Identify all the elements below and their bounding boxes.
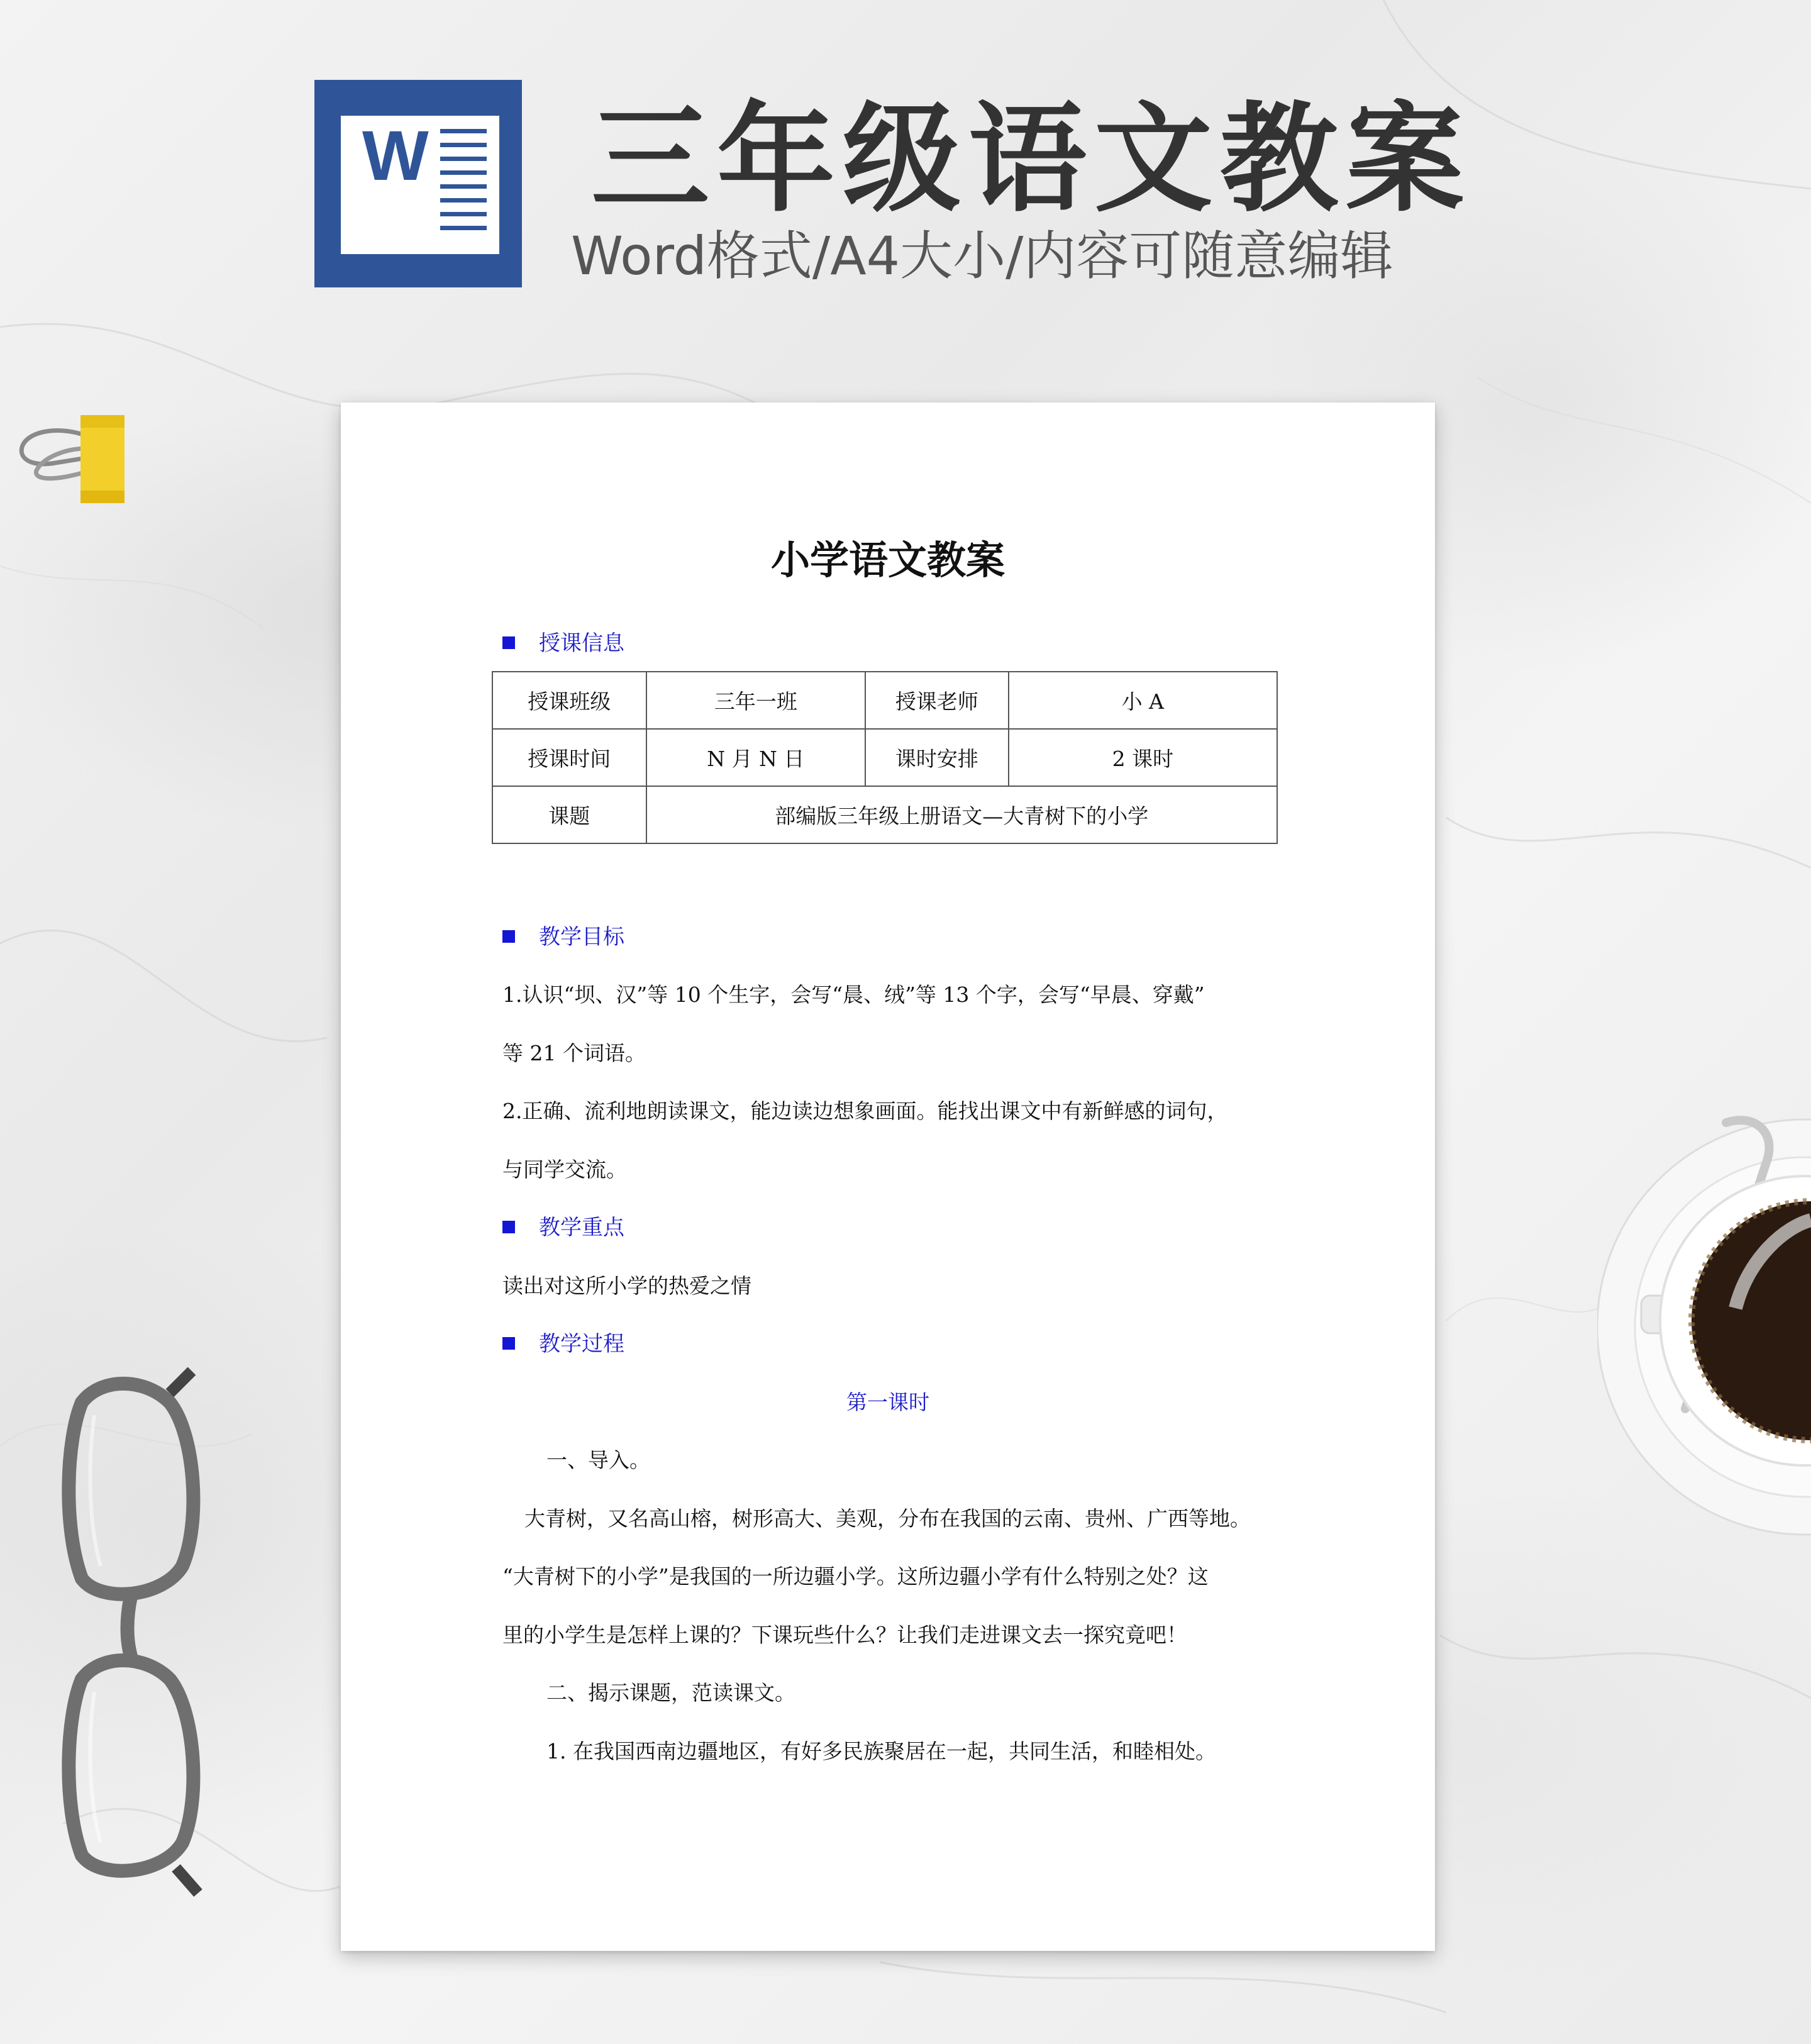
word-logo-line xyxy=(440,157,487,161)
table-row xyxy=(492,672,1277,729)
word-logo-line xyxy=(440,170,487,175)
table-cell: 2 课时 xyxy=(1009,729,1277,786)
goals-line: 等 21 个词语。 xyxy=(502,1041,646,1065)
table-cell: 三年一班 xyxy=(646,672,865,729)
table-row xyxy=(492,729,1277,786)
table-cell: 授课班级 xyxy=(492,672,646,729)
goals-line: 与同学交流。 xyxy=(502,1157,627,1182)
page-title: 三年级语文教案 xyxy=(591,91,1471,228)
table-cell: 课时安排 xyxy=(865,729,1009,786)
process-line: 二、揭示课题，范读课文。 xyxy=(546,1680,795,1705)
table-cell: 部编版三年级上册语文—大青树下的小学 xyxy=(646,786,1277,843)
word-logo-line xyxy=(440,184,487,189)
section-heading-label: 授课信息 xyxy=(539,631,624,656)
word-logo-letter: W xyxy=(362,116,429,195)
table-cell: 授课时间 xyxy=(492,729,646,786)
word-logo-line xyxy=(440,212,487,216)
square-bullet-icon xyxy=(502,930,515,943)
process-line: 里的小学生是怎样上课的？下课玩些什么？让我们走进课文去一探究竟吧！ xyxy=(502,1623,1187,1647)
square-bullet-icon xyxy=(502,1221,515,1233)
lesson-heading: 第一课时 xyxy=(846,1390,929,1414)
process-line: “大青树下的小学”是我国的一所边疆小学。这所边疆小学有什么特别之处？这 xyxy=(502,1564,1209,1589)
section-heading-goals xyxy=(502,926,624,948)
focus-text: 读出对这所小学的热爱之情 xyxy=(502,1274,751,1298)
goals-line: 2.正确、流利地朗读课文，能边读边想象画面。能找出课文中有新鲜感的词句， xyxy=(502,1099,1228,1123)
word-logo-line xyxy=(440,143,487,147)
section-heading-label: 教学重点 xyxy=(539,1215,624,1240)
document-page xyxy=(341,403,1435,1951)
section-heading-info xyxy=(502,633,624,654)
word-logo-icon xyxy=(314,80,522,287)
section-heading-process xyxy=(502,1333,624,1355)
square-bullet-icon xyxy=(502,636,515,649)
goals-line: 1.认识“坝、汉”等 10 个生字，会写“晨、绒”等 13 个字，会写“早晨、穿戴” xyxy=(502,982,1205,1007)
table-cell: 小 A xyxy=(1009,672,1277,729)
process-line: 一、导入。 xyxy=(546,1448,650,1472)
section-heading-label: 教学过程 xyxy=(539,1331,624,1357)
section-heading-focus xyxy=(502,1217,624,1238)
document-title: 小学语文教案 xyxy=(770,537,1005,583)
process-line: 大青树，又名高山榕，树形高大、美观，分布在我国的云南、贵州、广西等地。 xyxy=(524,1506,1251,1531)
process-line: 1. 在我国西南边疆地区，有好多民族聚居在一起，共同生活，和睦相处。 xyxy=(546,1739,1216,1764)
word-logo-line xyxy=(440,129,487,133)
coffee-cup-icon xyxy=(1597,1113,1811,1541)
binder-clip-icon xyxy=(18,414,131,508)
page-subtitle: Word格式/A4大小/内容可随意编辑 xyxy=(571,225,1393,287)
info-table xyxy=(492,671,1278,844)
square-bullet-icon xyxy=(502,1337,515,1350)
table-cell: 授课老师 xyxy=(865,672,1009,729)
table-cell: N 月 N 日 xyxy=(646,729,865,786)
table-row xyxy=(492,786,1277,843)
table-cell: 课题 xyxy=(492,786,646,843)
section-heading-label: 教学目标 xyxy=(539,925,624,950)
word-logo-line xyxy=(440,198,487,203)
eyeglasses-icon xyxy=(57,1365,220,1906)
word-logo-line xyxy=(440,226,487,230)
